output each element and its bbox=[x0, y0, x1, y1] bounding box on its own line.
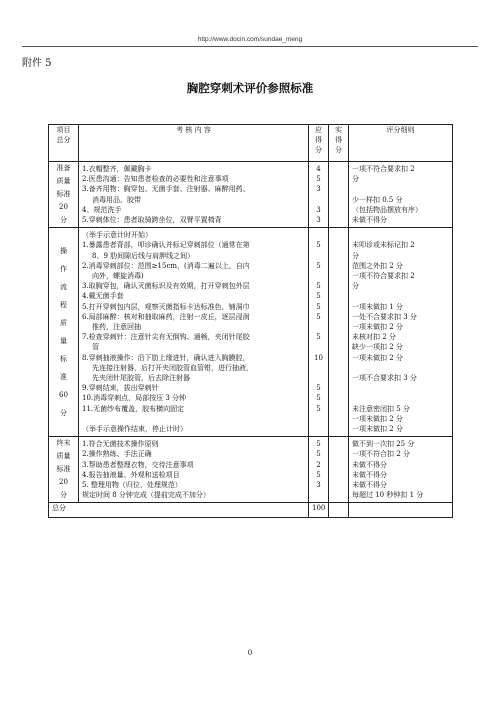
proc-line: 先连接注射器，后打开夹闭胶管血管钳，进行抽液， bbox=[92, 363, 253, 372]
final-rule: 每超过 10 秒钟扣 1 分 bbox=[352, 491, 424, 500]
proc-rule: 一处不合要求扣 3 分 bbox=[352, 312, 417, 321]
proc-score: 10 bbox=[314, 353, 323, 362]
prep-line: 1.衣帽整齐，佩戴胸卡 bbox=[82, 165, 152, 173]
final-score: 2 bbox=[316, 460, 321, 469]
proc-line: 推药，注意回抽 bbox=[92, 323, 141, 332]
proc-score: 5 bbox=[316, 404, 321, 413]
prep-score-gap bbox=[312, 195, 325, 205]
prep-rule: 一项不符合要求扣 2 bbox=[352, 165, 415, 173]
proc-cat-line: 程 bbox=[60, 300, 67, 309]
proc-cat-line: 操 bbox=[60, 246, 67, 255]
final-cat-line: 质量 bbox=[56, 452, 71, 461]
proc-rule: 一项不合要求扣 3 分 bbox=[352, 374, 417, 383]
header-item-line: 总分 bbox=[56, 136, 71, 144]
prep-cat-line: 标准 bbox=[56, 190, 71, 199]
proc-cat-line: 分 bbox=[60, 408, 67, 417]
proc-cat-line: 量 bbox=[60, 336, 67, 345]
final-rule: 未做不得分 bbox=[352, 481, 387, 490]
proc-actual bbox=[329, 228, 349, 437]
final-rule: 未做不得分 bbox=[352, 470, 387, 479]
proc-line-gap bbox=[82, 414, 305, 424]
proc-score: 5 bbox=[316, 394, 321, 403]
header-rules: 评分细则 bbox=[349, 125, 453, 162]
proc-score-gap bbox=[312, 271, 325, 281]
proc-rule: 一项未做扣 2 分 bbox=[352, 414, 403, 423]
proc-rule-gap bbox=[352, 230, 449, 240]
proc-rule: 分 bbox=[352, 251, 359, 260]
proc-rules bbox=[349, 228, 453, 437]
section-procedure bbox=[49, 228, 453, 437]
final-line: 3.帮助患者整理衣物，交待注意事项 bbox=[82, 460, 194, 469]
proc-rule: 一项未做扣 2 分 bbox=[352, 353, 403, 362]
header-actual-line: 分 bbox=[335, 146, 342, 154]
final-rule: 未做不得分 bbox=[352, 460, 387, 469]
proc-rule-gap bbox=[352, 393, 449, 403]
prep-rule-gap bbox=[352, 184, 449, 194]
section-final bbox=[49, 437, 453, 503]
proc-score: 5 bbox=[316, 282, 321, 291]
prep-line: 2.医患沟通：告知患者检查的必要性和注意事项 bbox=[82, 175, 229, 184]
final-cat-line: 分 bbox=[60, 491, 67, 500]
proc-line: 11.无菌纱布覆盖，胶布横向固定 bbox=[82, 404, 185, 413]
final-line: 5. 整理用物（归位、处理规范） bbox=[82, 481, 182, 490]
proc-cat-line: 流 bbox=[60, 282, 67, 291]
proc-rule-gap bbox=[352, 363, 449, 373]
proc-line: （举手示意计时开始） bbox=[82, 231, 152, 240]
final-score: 5 bbox=[316, 450, 321, 459]
header-content: 考 核 内 容 bbox=[79, 125, 309, 162]
prep-rule: 少一样扣 0.5 分 bbox=[352, 195, 403, 204]
proc-score-gap bbox=[312, 363, 325, 373]
proc-score-gap bbox=[312, 251, 325, 261]
proc-score: 5 bbox=[316, 292, 321, 301]
final-cat-line: 20 bbox=[59, 478, 68, 487]
proc-content bbox=[79, 228, 309, 437]
proc-rule: 一项不符合要求扣 2 bbox=[352, 272, 415, 281]
prep-score: 3 bbox=[316, 185, 321, 194]
final-line: 1.符合无菌技术操作原则 bbox=[82, 440, 159, 449]
proc-score: 5 bbox=[316, 302, 321, 311]
proc-line: 10.消毒穿刺点，局部按压 3 分钟 bbox=[82, 394, 187, 403]
prep-cat-line: 分 bbox=[60, 216, 67, 225]
total-rules bbox=[349, 503, 453, 518]
proc-cat-line: 标 bbox=[60, 354, 67, 363]
proc-score: 5 bbox=[316, 384, 321, 393]
prep-rule: 未做不得分 bbox=[352, 216, 387, 224]
proc-rule: 范围之外扣 2 分 bbox=[352, 261, 403, 270]
final-cat-line: 终末 bbox=[56, 439, 71, 448]
final-score: 3 bbox=[316, 481, 321, 490]
final-rule: 一项不符合扣 2 分 bbox=[352, 450, 410, 459]
prep-line: 消毒用品、胶带 bbox=[92, 195, 141, 204]
prep-score: 5 bbox=[316, 175, 321, 184]
proc-rule: 一项未做扣 1 分 bbox=[352, 302, 403, 311]
page-number: 0 bbox=[247, 649, 253, 657]
proc-cat-line: 准 bbox=[60, 372, 67, 381]
prep-line: 4、规范洗手 bbox=[82, 205, 122, 214]
total-actual bbox=[329, 503, 349, 518]
prep-rules bbox=[349, 162, 453, 228]
final-line: 规定时间 8 分钟完成（提前完成不加分） bbox=[82, 491, 210, 500]
proc-score-gap bbox=[312, 230, 325, 240]
final-content bbox=[79, 437, 309, 503]
proc-rule-gap bbox=[352, 291, 449, 301]
proc-cat-line: 作 bbox=[60, 264, 67, 273]
proc-line: 3.取胸穿包，确认灭菌标识及有效期，打开穿刺包外层 bbox=[82, 282, 250, 291]
header-url: http://www.docin.com/sundae_meng bbox=[197, 36, 303, 43]
header-should bbox=[309, 125, 329, 162]
section-prep bbox=[49, 162, 453, 228]
proc-line: 1.暴露患者背部，叩诊确认并标记穿刺部位（通常在第 bbox=[82, 241, 250, 250]
prep-score: 4 bbox=[316, 165, 321, 173]
proc-line: 先夹闭针尾胶管，后去除注射器 bbox=[92, 374, 190, 383]
proc-rule: 未叩诊或未标记扣 2 bbox=[352, 241, 415, 250]
final-actual bbox=[329, 437, 349, 503]
proc-rule: 未核对扣 2 分 bbox=[352, 333, 396, 342]
proc-line: 9.穿刺结束，拔出穿刺针 bbox=[82, 384, 159, 393]
proc-line: 8.穿刺抽液操作：沿下肋上缘进针，确认进入胸膜腔， bbox=[82, 353, 250, 362]
total-row bbox=[49, 503, 453, 518]
final-line: 4.报告抽液量、外观和送检项目 bbox=[82, 470, 180, 479]
final-rules bbox=[349, 437, 453, 503]
prep-score: 3 bbox=[316, 205, 321, 214]
prep-cat-line: 质量 bbox=[56, 177, 71, 186]
prep-rule: （包括物品摆放有序） bbox=[352, 205, 422, 214]
final-category bbox=[49, 437, 79, 503]
final-scores bbox=[309, 437, 329, 503]
proc-cat-line: 60 bbox=[59, 390, 68, 399]
proc-line: 5.打开穿刺包内层，观察灭菌指标卡达标准色，铺洞巾 bbox=[82, 302, 250, 311]
final-score: 5 bbox=[316, 440, 321, 449]
proc-line: 6.局部麻醉：核对和抽取麻药，注射一皮丘，逐层浸润 bbox=[82, 312, 250, 321]
prep-line: 3.备齐用物：胸穿包、无菌手套、注射器、麻醉用药、 bbox=[82, 185, 250, 194]
prep-content bbox=[79, 162, 309, 228]
final-rule: 做不到一次扣 25 分 bbox=[352, 440, 415, 449]
prep-line: 5.穿刺体位：患者取骑跨坐位，双臂平置椅背 bbox=[82, 216, 222, 225]
total-score: 100 bbox=[309, 503, 329, 518]
proc-line: 7.检查穿刺针：注意针尖有无倒钩、通畅，夹闭针尾胶 bbox=[82, 333, 250, 342]
proc-score: 5 bbox=[316, 333, 321, 342]
proc-score: 5 bbox=[316, 261, 321, 270]
proc-rule-gap bbox=[352, 383, 449, 393]
proc-score-gap bbox=[312, 373, 325, 383]
header-should-line: 得 bbox=[315, 136, 322, 144]
proc-line: 8、9 肋间隙后线与肩胛线之间） bbox=[92, 251, 195, 260]
prep-scores bbox=[309, 162, 329, 228]
proc-scores bbox=[309, 228, 329, 437]
header-should-line: 分 bbox=[315, 146, 322, 154]
final-score: 5 bbox=[316, 470, 321, 479]
header-actual bbox=[329, 125, 349, 162]
prep-score: 3 bbox=[316, 216, 321, 224]
evaluation-table bbox=[48, 124, 453, 518]
header-item-line: 项目 bbox=[56, 126, 71, 134]
prep-actual bbox=[329, 162, 349, 228]
prep-rule: 分 bbox=[352, 175, 359, 184]
proc-score-gap bbox=[312, 322, 325, 332]
annex-label: 附件 5 bbox=[22, 58, 52, 69]
final-cat-line: 标准 bbox=[56, 465, 71, 474]
proc-score: 5 bbox=[316, 312, 321, 321]
header-actual-line: 实 bbox=[335, 126, 342, 134]
document-title: 胸腔穿刺术评价参照标准 bbox=[186, 81, 314, 95]
proc-rule: 一项未做扣 2 分 bbox=[352, 323, 403, 332]
proc-rule: 一项未做扣 2 分 bbox=[352, 425, 403, 433]
prep-cat-line: 20 bbox=[59, 203, 68, 212]
header-should-line: 应 bbox=[315, 126, 322, 134]
proc-line: 2.消毒穿刺部位：范围≥15cm，(消毒二遍以上，自内 bbox=[82, 261, 250, 270]
final-line: 2.操作熟练、手法正确 bbox=[82, 450, 152, 459]
proc-rule: 缺少一项扣 2 分 bbox=[352, 343, 403, 352]
proc-cat-line: 质 bbox=[60, 318, 67, 327]
proc-line: 管 bbox=[92, 343, 99, 352]
header-actual-line: 得 bbox=[335, 136, 342, 144]
header-rule bbox=[22, 46, 478, 47]
header-item bbox=[49, 125, 79, 162]
table-header-row bbox=[49, 125, 453, 162]
proc-category bbox=[49, 228, 79, 437]
proc-line: 向外，螺旋消毒) bbox=[92, 272, 144, 281]
proc-rule: 未注意密闭扣 5 分 bbox=[352, 404, 410, 413]
proc-score: 5 bbox=[316, 241, 321, 250]
proc-rule: 分 bbox=[352, 282, 359, 291]
prep-category bbox=[49, 162, 79, 228]
proc-score-gap bbox=[312, 342, 325, 352]
prep-cat-line: 准备 bbox=[56, 164, 71, 173]
proc-line: 4.戴无菌手套 bbox=[82, 292, 124, 301]
total-label: 总分 bbox=[49, 503, 309, 518]
proc-line: （举手示意操作结束，停止计时） bbox=[82, 425, 187, 434]
